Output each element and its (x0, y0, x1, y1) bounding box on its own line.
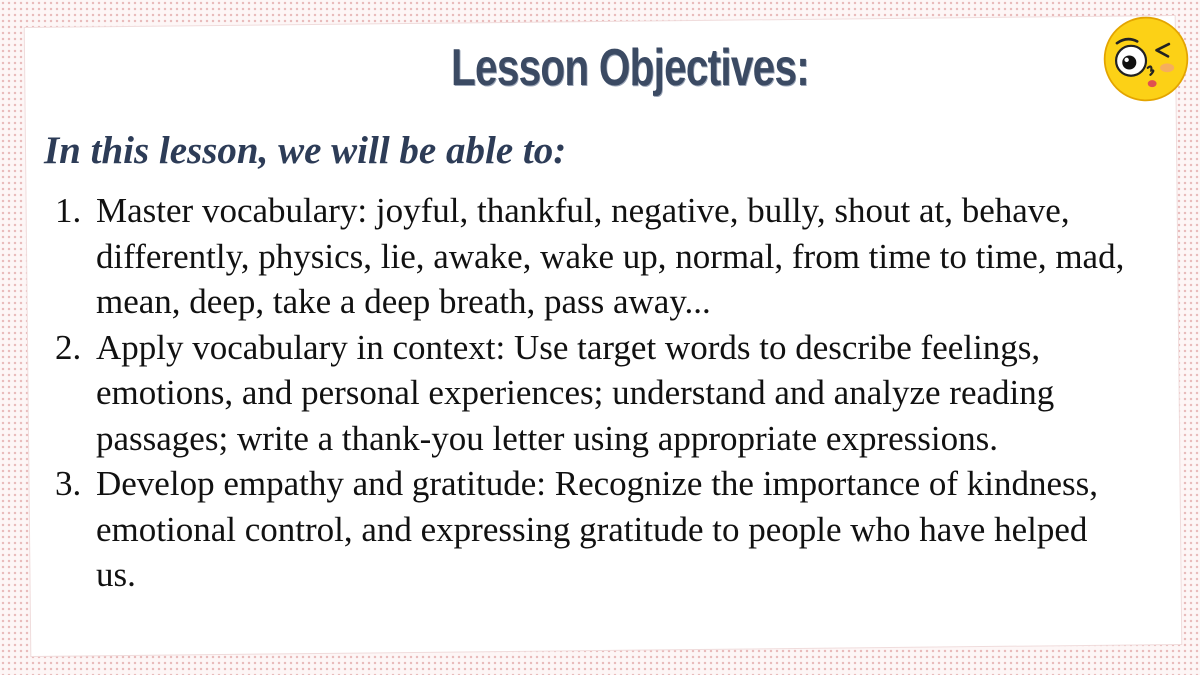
winking-face-icon (1102, 15, 1190, 103)
objective-number: 2. (55, 327, 82, 367)
objective-number: 3. (55, 464, 82, 503)
objective-text: Master vocabulary: joyful, thankful, negative, bully, shout at, behave, differently, physics, lie, awake, wake up, normal, from time to time, mad, mean, deep, take a deep breath, pass away... (96, 191, 1125, 321)
objective-item (55, 188, 1135, 325)
objective-number: 1. (55, 191, 82, 230)
objective-item (55, 325, 1135, 462)
objectives-list (55, 188, 1135, 598)
objective-text: Apply vocabulary in context: Use target words to describe feelings, emotions, and personal experiences; understand and analyze reading passages; write a thank-you letter using appropriate expressions. (96, 327, 1055, 458)
objective-text: Develop empathy and gratitude: Recognize the importance of kindness, emotional control, and expressing gratitude to people who have helped us. (96, 464, 1099, 594)
slide-title: Lesson Objectives: (451, 39, 809, 97)
objective-item (55, 461, 1135, 598)
slide-subtitle: In this lesson, we will be able to: (44, 129, 567, 172)
